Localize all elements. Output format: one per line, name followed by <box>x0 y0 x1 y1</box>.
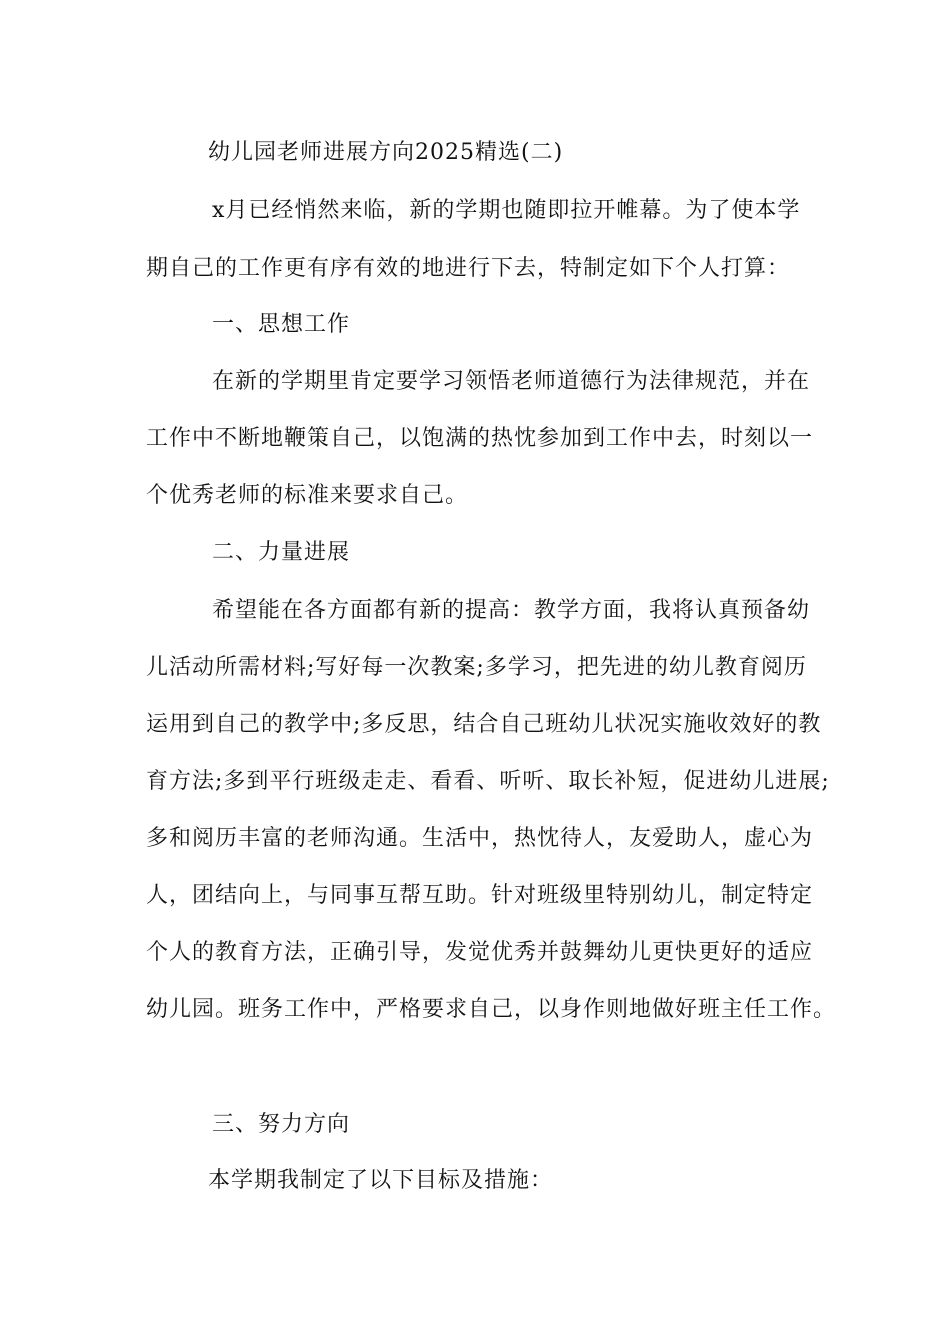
paragraph-line: 在新的学期里肯定要学习领悟老师道德行为法律规范，并在 <box>212 369 811 394</box>
paragraph-line: 人，团结向上，与同事互帮互助。针对班级里特别幼儿，制定特定 <box>146 883 814 908</box>
paragraph-line: 期自己的工作更有序有效的地进行下去，特制定如下个人打算： <box>146 256 791 281</box>
paragraph-line: 希望能在各方面都有新的提高：教学方面，我将认真预备幼 <box>212 598 811 623</box>
section-heading: 二、力量进展 <box>212 540 351 565</box>
section-heading: 三、努力方向 <box>212 1112 351 1137</box>
paragraph-line: 多和阅历丰富的老师沟通。生活中，热忱待人，友爱助人，虚心为 <box>146 826 814 851</box>
paragraph-line: 本学期我制定了以下目标及措施： <box>208 1168 554 1193</box>
paragraph-line: x月已经悄然来临，新的学期也随即拉开帷幕。为了使本学 <box>212 198 801 223</box>
paragraph-line: 幼儿园。班务工作中，严格要求自己，以身作则地做好班主任工作。 <box>146 997 837 1022</box>
document-title: 幼儿园老师进展方向2025精选(二) <box>208 140 564 165</box>
paragraph-line: 运用到自己的教学中;多反思，结合自己班幼儿状况实施收效好的教 <box>146 712 822 737</box>
paragraph-line: 工作中不断地鞭策自己，以饱满的热忱参加到工作中去，时刻以一 <box>146 426 814 451</box>
paragraph-line: 个人的教育方法，正确引导，发觉优秀并鼓舞幼儿更快更好的适应 <box>146 940 814 965</box>
paragraph-line: 儿活动所需材料;写好每一次教案;多学习，把先进的幼儿教育阅历 <box>146 655 807 680</box>
paragraph-line: 育方法;多到平行班级走走、看看、听听、取长补短，促进幼儿进展; <box>146 769 830 794</box>
section-heading: 一、思想工作 <box>212 312 351 337</box>
paragraph-line: 个优秀老师的标准来要求自己。 <box>146 483 469 508</box>
